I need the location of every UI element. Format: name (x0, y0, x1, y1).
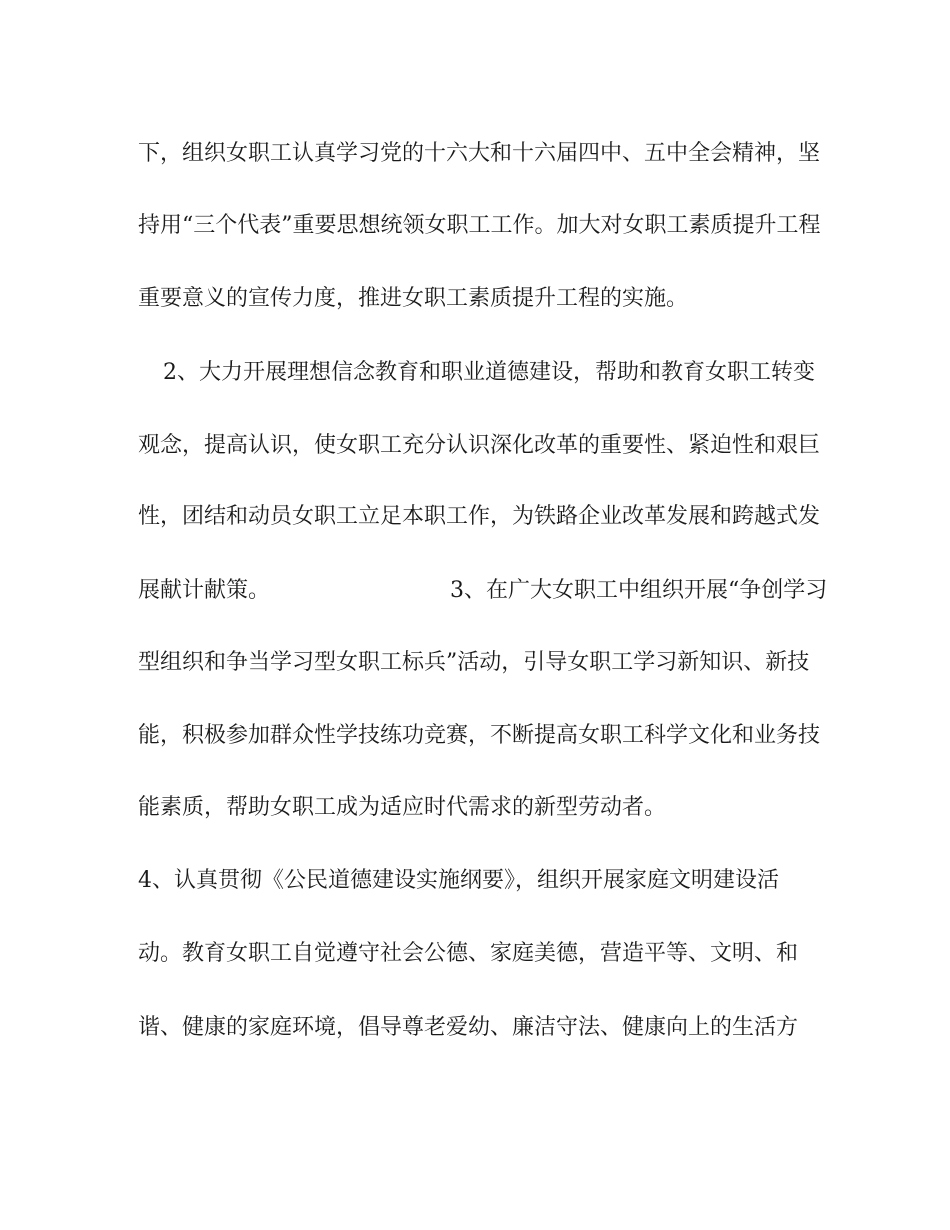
text-line-11: 4、认真贯彻《公民道德建设实施纲要》，组织开展家庭文明建设活 (138, 868, 779, 893)
text-line-1: 下，组织女职工认真学习党的十六大和十六届四中、五中全会精神，坚 (138, 141, 821, 166)
text-line-3: 重要意义的宣传力度，推进女职工素质提升工程的实施。 (138, 286, 689, 311)
text-line-7 (138, 571, 828, 611)
text-line-2: 持用“三个代表”重要思想统领女职工工作。加大对女职工素质提升工程 (138, 213, 821, 238)
text-line-7-start: 展献计献策。 (138, 578, 271, 603)
text-line-4: 2、大力开展理想信念教育和职业道德建设，帮助和教育女职工转变 (163, 360, 815, 385)
text-line-10: 能素质，帮助女职工成为适应时代需求的新型劳动者。 (138, 795, 667, 820)
text-line-5: 观念，提高认识，使女职工充分认识深化改革的重要性、紧迫性和艰巨 (138, 433, 821, 458)
text-line-12: 动。教育女职工自觉遵守社会公德、家庭美德，营造平等、文明、和 (138, 941, 799, 966)
text-line-9: 能，积极参加群众性学技练功竞赛，不断提高女职工科学文化和业务技 (138, 723, 821, 748)
text-line-8: 型组织和争当学习型女职工标兵”活动，引导女职工学习新知识、新技 (138, 650, 810, 675)
text-line-7-end: 3、在广大女职工中组织开展“争创学习 (450, 578, 828, 603)
text-line-13: 谐、健康的家庭环境，倡导尊老爱幼、廉洁守法、健康向上的生活方 (138, 1015, 799, 1040)
text-line-6: 性，团结和动员女职工立足本职工作，为铁路企业改革发展和跨越式发 (138, 504, 821, 529)
